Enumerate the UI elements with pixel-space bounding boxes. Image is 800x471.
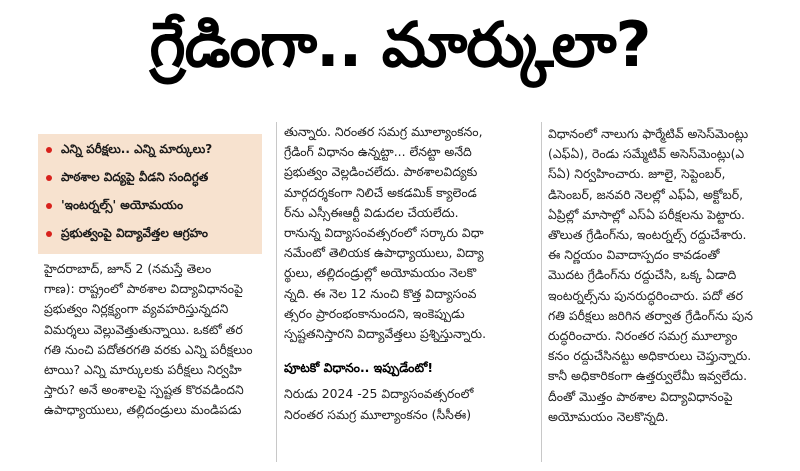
text-line: స్తారు? అనే అంశాలపై స్పష్టత కొరవడిందని bbox=[44, 382, 244, 398]
text-line: అయోమయం నెలకొన్నది. bbox=[548, 408, 669, 424]
text-line: గాణ): రాష్ట్రంలో పాఠశాల విద్యావిధానంపై bbox=[44, 281, 243, 297]
text-line: హైదరాబాద్, జూన్ 2 (నమస్తే తెలం bbox=[44, 261, 212, 276]
highlight-text: ప్రభుత్వంపై విద్యావేత్తల ఆగ్రహం bbox=[61, 225, 208, 240]
bullet-icon bbox=[46, 231, 52, 237]
text-line: డిసెంబర్, జనవరి నెలల్లో ఎఫ్ఏ, అక్టోబర్, bbox=[548, 186, 744, 202]
highlight-item bbox=[38, 138, 262, 162]
text-line: (ఎఫ్ఏ), రెండు సమ్మేటివ్ అసెస్‌మెంట్లు(ఎ bbox=[548, 146, 745, 162]
text-line: ర్థులు, తల్లిదండ్రుల్లో అయోమయం నెలకొ bbox=[284, 265, 477, 281]
text-line: ఇంటర్నల్స్‌ను పునరుద్ధరించారు. పదో తర bbox=[548, 287, 744, 303]
text-line: కానీ అధికారికంగా ఉత్తర్వులేమీ ఇవ్వలేదు. bbox=[548, 368, 748, 384]
headline: గ్రేడింగా.. మార్కులా? bbox=[149, 8, 651, 81]
subheading: పూటకో విధానం.. ఇప్పుడేంటో! bbox=[284, 360, 433, 376]
bullet-icon bbox=[46, 203, 52, 209]
bullet-icon bbox=[46, 175, 52, 181]
text-line: మొదట గ్రేడింగ్‌ను రద్దుచేసి, ఒక్క ఏడాది bbox=[548, 267, 737, 283]
column-divider bbox=[276, 122, 277, 462]
highlight-text: 'ఇంటర్నల్స్' అయోమయం bbox=[61, 197, 184, 212]
text-line: దీంతో మొత్తం పాఠశాల విద్యావిధానంపై bbox=[548, 388, 733, 404]
text-line: కనం రద్దుచేసినట్టు అధికారులు చెప్తున్నారు. bbox=[548, 348, 752, 364]
highlight-item bbox=[38, 194, 262, 218]
text-line: విమర్శలు వెల్లువెత్తుతున్నాయి. ఒకటో తర bbox=[44, 321, 243, 337]
text-line: త్సరం ప్రారంభంకానుందని, ఇంకెప్పుడు bbox=[284, 305, 465, 321]
highlights-box bbox=[38, 134, 262, 254]
text-line: తున్నారు. నిరంతర సమగ్ర మూల్యాంకనం, bbox=[284, 124, 483, 139]
highlight-item bbox=[38, 222, 262, 246]
text-line: స్ఏ) నిర్వహించారు. జూలై, సెప్టెంబర్, bbox=[548, 166, 726, 182]
text-line: గతి నుంచి పదోతరగతి వరకు ఎన్ని పరీక్షలుం bbox=[44, 341, 253, 357]
text-line: తొలుత గ్రేడింగ్‌ను, ఇంటర్నల్స్ రద్దుచేశారు. bbox=[548, 227, 747, 243]
column-divider bbox=[541, 122, 542, 462]
highlight-item bbox=[38, 166, 262, 190]
article-column-1 bbox=[44, 259, 266, 421]
text-line: రుద్ధరించారు. నిరంతర సమగ్ర మూల్యాం bbox=[548, 328, 738, 344]
text-line: ప్రభుత్వం వెల్లడించలేదు. పాఠశాలవిద్యకు bbox=[284, 164, 478, 180]
text-line: రానున్న విద్యాసంవత్సరంలో సర్కారు విధా bbox=[284, 225, 484, 241]
article-column-2 bbox=[284, 122, 536, 425]
text-line: నమేంటో తెలియక ఉపాధ్యాయులు, విద్యా bbox=[284, 245, 484, 261]
bullet-icon bbox=[46, 147, 52, 153]
highlight-text: ఎన్ని పరీక్షలు.. ఎన్ని మార్కులు? bbox=[61, 141, 213, 156]
text-line: న్నది. ఈ నెల 12 నుంచి కొత్త విద్యాసంవ bbox=[284, 285, 477, 301]
text-line: టాయి? ఎన్ని మార్కులకు పరీక్షలు నిర్వహి bbox=[44, 362, 242, 378]
article-column-3 bbox=[548, 124, 794, 427]
text-line: స్పష్టతనిస్తారని విద్యావేత్తలు ప్రశ్నిస్తున్నారు. bbox=[284, 326, 487, 342]
text-line: విధానంలో నాలుగు ఫార్మేటివ్ అసెస్‌మెంట్లు bbox=[548, 126, 749, 141]
text-line: గ్రేడింగ్ విధానం ఉన్నట్టా... లేనట్టా అనేది bbox=[284, 144, 472, 160]
text-line: గతి పరీక్షలు జరిగిన తర్వాత గ్రేడింగ్‌ను పున bbox=[548, 307, 753, 323]
highlight-text: పాఠశాల విద్యపై వీడని సందిగ్ధత bbox=[61, 169, 209, 184]
text-line: ఈ నిర్ణయం వివాదాస్పదం కావడంతో bbox=[548, 247, 720, 263]
text-line: ర్‌ను ఎస్సీఈఆర్టీ విడుదల చేయలేదు. bbox=[284, 204, 459, 220]
text-line: నిరుడు 2024 -25 విద్యాసంవత్సరంలో bbox=[284, 386, 474, 402]
text-line: మార్గదర్శకంగా నిలిచే అకడమిక్ క్యాలెండ bbox=[284, 184, 477, 200]
text-line: ప్రభుత్వం నిర్లక్ష్యంగా వ్యవహరిస్తున్నదని bbox=[44, 301, 229, 317]
text-line: ఉపాధ్యాయులు, తల్లిదండ్రులు మండిపడు bbox=[44, 402, 242, 418]
text-line: ఏప్రిల్లో మాసాల్లో ఎస్ఏ పరీక్షలను పెట్టారు. bbox=[548, 206, 745, 222]
text-line: నిరంతర సమగ్ర మూల్యాంకనం (సీసీఈ) bbox=[284, 406, 472, 422]
